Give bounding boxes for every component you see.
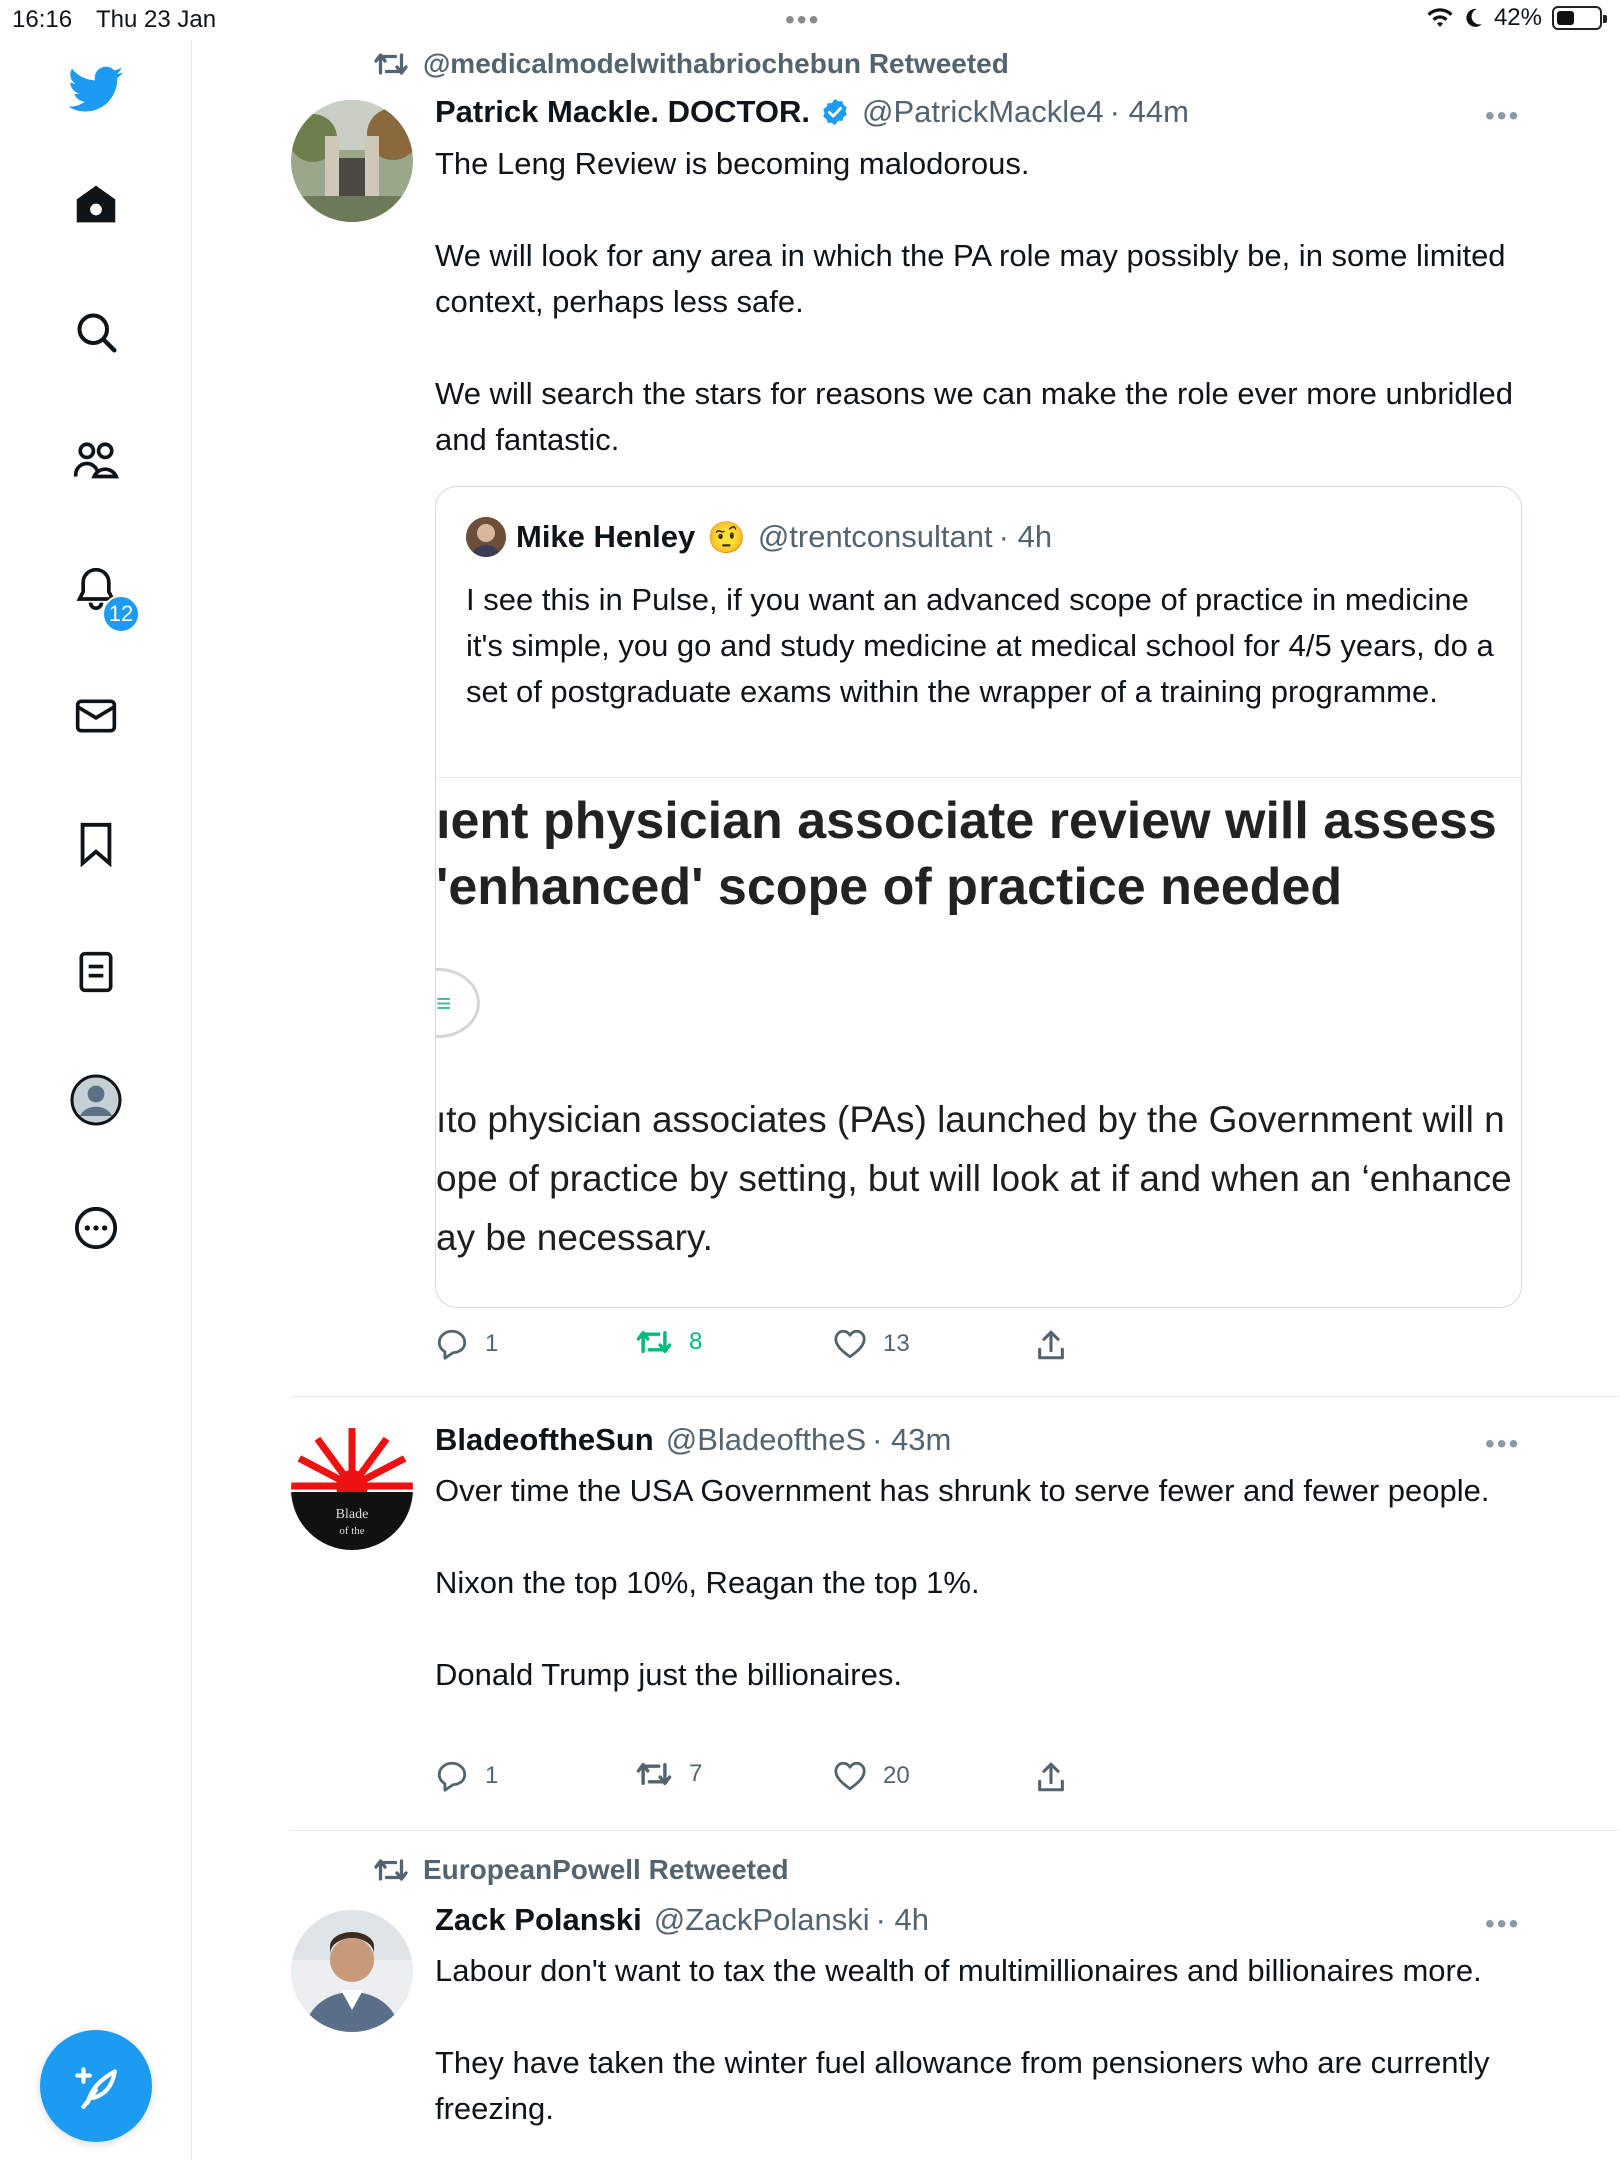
reply-count: 1 <box>485 1762 499 1789</box>
handle[interactable]: @PatrickMackle4 <box>862 94 1104 129</box>
verified-badge-icon <box>820 97 850 127</box>
quote-header <box>466 517 1052 557</box>
more-circle-icon <box>73 1205 119 1251</box>
tweet-text: Labour don't want to tax the wealth of multimillionaires and billionaires more. They have taken the winter fuel allowance from pensioners who are currently freezing. <box>435 1953 1490 2126</box>
tweet-more-icon[interactable]: ••• <box>1485 1428 1521 1459</box>
sidebar <box>0 40 192 2160</box>
tweet-actions <box>435 1328 1135 1372</box>
wifi-icon <box>1426 7 1454 29</box>
retweeted-by[interactable]: EuropeanPowell Retweeted <box>423 1854 789 1885</box>
retweet-small-icon <box>373 1856 409 1884</box>
quote-image[interactable] <box>436 777 1522 1308</box>
timestamp[interactable]: · 4h <box>875 1902 930 1937</box>
status-date: Thu 23 Jan <box>96 6 217 33</box>
twitter-logo-icon[interactable] <box>66 60 126 120</box>
quote-name-emoji: 🤨 <box>707 519 746 555</box>
reply-button[interactable] <box>435 1328 498 1360</box>
avatar[interactable] <box>291 1910 413 2032</box>
reply-icon <box>435 1760 469 1792</box>
display-name[interactable]: BladeoftheSun <box>435 1422 654 1457</box>
nav-communities[interactable] <box>66 430 126 490</box>
avatar[interactable] <box>291 1428 413 1550</box>
display-name[interactable]: Zack Polanski <box>435 1902 642 1937</box>
tweet-text: The Leng Review is becoming malodorous. We will look for any area in which the PA role may possibly be, in some limited context, perhaps less safe. We will search the stars for reasons we can make the role ever more unbridled and fantastic. <box>435 146 1514 457</box>
retweet-button[interactable] <box>635 1760 702 1788</box>
retweet-icon <box>635 1760 673 1788</box>
reply-icon <box>435 1328 469 1360</box>
status-time: 16:16 <box>12 6 73 33</box>
bookmark-icon <box>78 821 114 867</box>
heart-icon <box>833 1760 867 1792</box>
profile-avatar-icon <box>70 1074 122 1126</box>
like-button[interactable] <box>833 1328 910 1360</box>
retweet-count: 7 <box>689 1760 703 1787</box>
moon-icon <box>1464 7 1484 29</box>
compose-feather-icon <box>71 2061 121 2111</box>
compose-tweet-button[interactable] <box>40 2030 152 2142</box>
notification-badge: 12 <box>102 595 140 633</box>
reply-count: 1 <box>485 1330 499 1357</box>
tweet-more-icon[interactable]: ••• <box>1485 1908 1521 1939</box>
tweet-actions <box>435 1760 1135 1804</box>
nav-messages[interactable] <box>66 686 126 746</box>
like-count: 20 <box>883 1762 910 1789</box>
nav-lists[interactable] <box>66 942 126 1002</box>
battery-percent: 42% <box>1493 4 1542 31</box>
share-icon <box>1035 1328 1067 1362</box>
handle[interactable]: @BladeoftheS <box>665 1422 867 1457</box>
share-icon <box>1035 1760 1067 1794</box>
handle[interactable]: @ZackPolanski <box>653 1902 870 1937</box>
tweet-divider <box>289 1830 1619 1831</box>
heart-icon <box>833 1328 867 1360</box>
avatar[interactable] <box>291 100 413 222</box>
retweet-context <box>373 48 1009 80</box>
quote-image-body: ıto physician associates (PAs) launched by the Government will n ope of practice by setting, but will look at if and when an ‘enhance ay be necessary. <box>436 1099 1512 1258</box>
retweet-icon <box>635 1328 673 1356</box>
retweet-button[interactable] <box>635 1328 702 1356</box>
timestamp[interactable]: · 43m <box>872 1422 952 1457</box>
battery-icon <box>1552 6 1602 30</box>
nav-more[interactable] <box>66 1198 126 1258</box>
quote-handle[interactable]: @trentconsultant <box>757 519 993 554</box>
quote-display-name[interactable]: Mike Henley <box>516 519 696 554</box>
quote-timestamp: · 4h <box>998 519 1053 554</box>
svg-text:Blade: Blade <box>335 1507 369 1522</box>
svg-text:of the: of the <box>339 1525 365 1537</box>
retweet-count: 8 <box>689 1328 703 1355</box>
status-right <box>1426 4 1602 32</box>
share-button[interactable] <box>1035 1760 1067 1794</box>
nav-home[interactable] <box>66 174 126 234</box>
quote-text: I see this in Pulse, if you want an advanced scope of practice in medicine it's simple, you go and study medicine at medical school for 4/5 years, do a set of postgraduate exams within the wrapper of a training programme. <box>466 582 1503 709</box>
status-bar <box>0 0 1620 40</box>
retweet-context <box>373 1854 789 1886</box>
display-name[interactable]: Patrick Mackle. DOCTOR. <box>435 94 811 129</box>
nav-profile[interactable] <box>66 1070 126 1130</box>
quote-image-menu-icon: ≡ <box>436 988 452 1018</box>
quote-avatar <box>466 517 506 557</box>
tweet-divider <box>289 1396 1619 1397</box>
tweet-header <box>435 94 1189 130</box>
home-icon <box>73 182 119 226</box>
lists-icon <box>77 950 115 994</box>
retweet-small-icon <box>373 50 409 78</box>
quoted-tweet[interactable] <box>435 486 1522 1308</box>
tweet-header <box>435 1422 951 1458</box>
search-icon <box>74 310 118 354</box>
reply-button[interactable] <box>435 1760 498 1792</box>
retweeted-by[interactable]: @medicalmodelwithabriochebun Retweeted <box>423 48 1009 79</box>
share-button[interactable] <box>1035 1328 1067 1362</box>
quote-image-headline: ıent physician associate review will assess 'enhanced' scope of practice needed <box>436 792 1497 916</box>
tweet-more-icon[interactable]: ••• <box>1485 100 1521 131</box>
like-count: 13 <box>883 1330 910 1357</box>
mail-icon <box>74 696 118 736</box>
tweet-header <box>435 1902 929 1938</box>
communities-icon <box>72 438 120 482</box>
nav-explore[interactable] <box>66 302 126 362</box>
timeline <box>193 40 1620 2160</box>
tweet-text: Over time the USA Government has shrunk to serve fewer and fewer people. Nixon the top 10%, Reagan the top 1%. Donald Trump just the billionaires. <box>435 1473 1490 1692</box>
multitasking-dots-icon[interactable]: ••• <box>785 4 821 35</box>
nav-bookmarks[interactable] <box>66 814 126 874</box>
battery-fill <box>1557 11 1574 25</box>
like-button[interactable] <box>833 1760 910 1792</box>
timestamp[interactable]: · 44m <box>1109 94 1189 129</box>
